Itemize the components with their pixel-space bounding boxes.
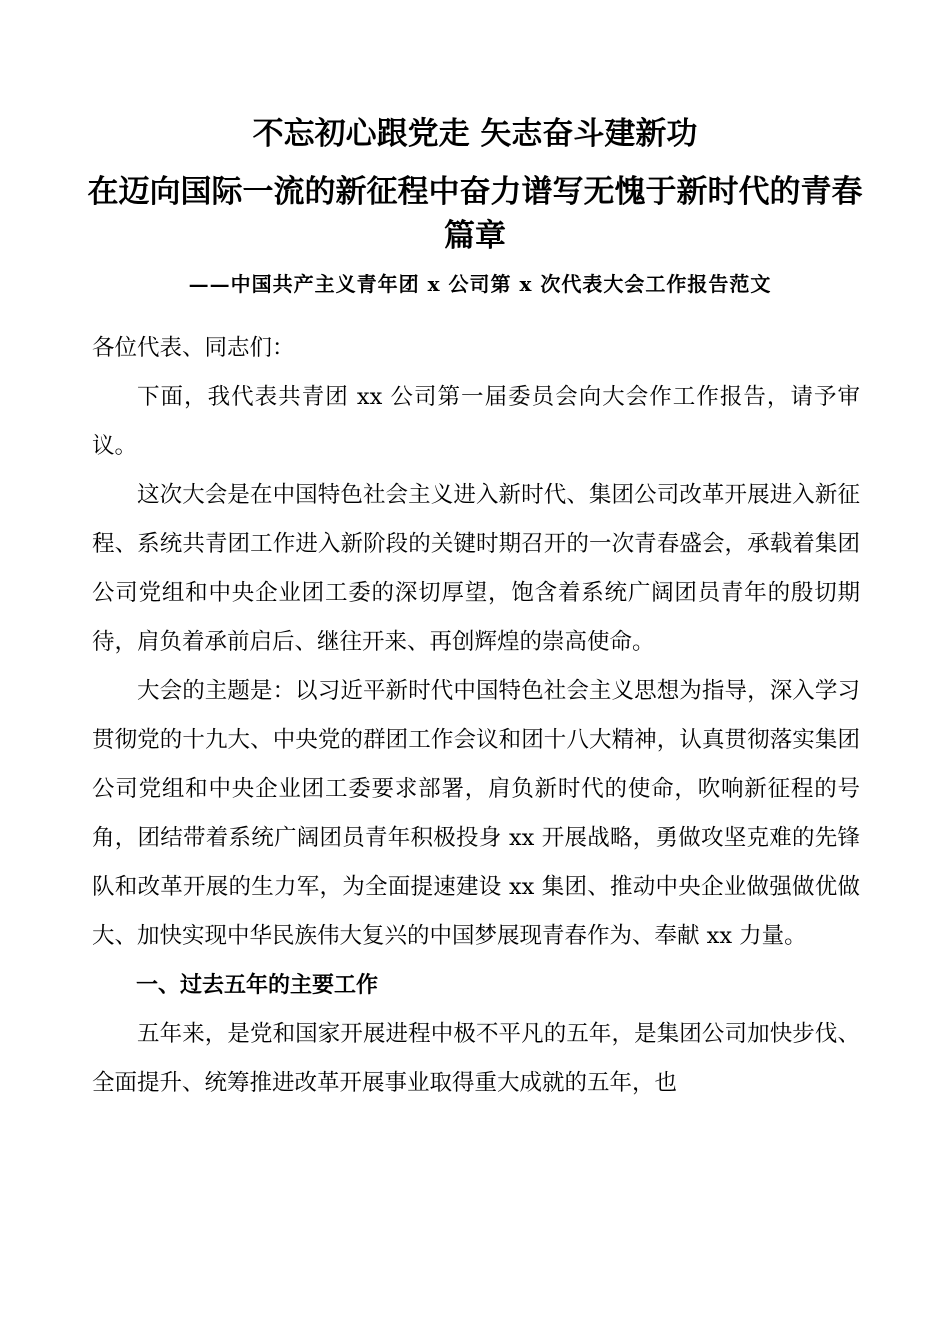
document-title-line2: 在迈向国际一流的新征程中奋力谱写无愧于新时代的青春篇章 (87, 174, 863, 254)
document-body (92, 324, 860, 1108)
salutation: 各位代表、同志们： (92, 335, 295, 361)
section-heading: 一、过去五年的主要工作 (136, 973, 379, 998)
paragraph-2: 这次大会是在中国特色社会主义进入新时代、集团公司改革开展进入新征程、系统共青团工作进入新阶段的关键时期召开的一次青春盛会，承载着集团公司党组和中央企业团工委的深切厚望，饱含着系统广阔团员青年的殷切期待，肩负着承前启后、继往开来、再创辉煌的崇高使命。 (92, 482, 860, 655)
document-subtitle: ——中国共产主义青年团 x 公司第 x 次代表大会工作报告范文 (188, 272, 772, 296)
section-paragraph: 五年来，是党和国家开展进程中极不平凡的五年，是集团公司加快步伐、全面提升、统筹推进改革开展事业取得重大成就的五年，也 (92, 1021, 860, 1096)
paragraph-1: 下面，我代表共青团 xx 公司第一届委员会向大会作工作报告，请予审议。 (92, 384, 860, 459)
document-title-line1: 不忘初心跟党走 矢志奋斗建新功 (252, 116, 698, 152)
paragraph-3: 大会的主题是：以习近平新时代中国特色社会主义思想为指导，深入学习贯彻党的十九大、中央党的群团工作会议和团十八大精神，认真贯彻落实集团公司党组和中央企业团工委要求部署，肩负新时代的使命，吹响新征程的号角，团结带着系统广阔团员青年积极投身 xx 开展战略，勇做攻坚克难的先锋队和改革开展的生力军，为全面提速建设 xx 集团、推动中央企业做强做优做大、加快实现中华民族伟大复兴的中国梦展现青春作为、奉献 xx 力量。 (92, 678, 860, 949)
